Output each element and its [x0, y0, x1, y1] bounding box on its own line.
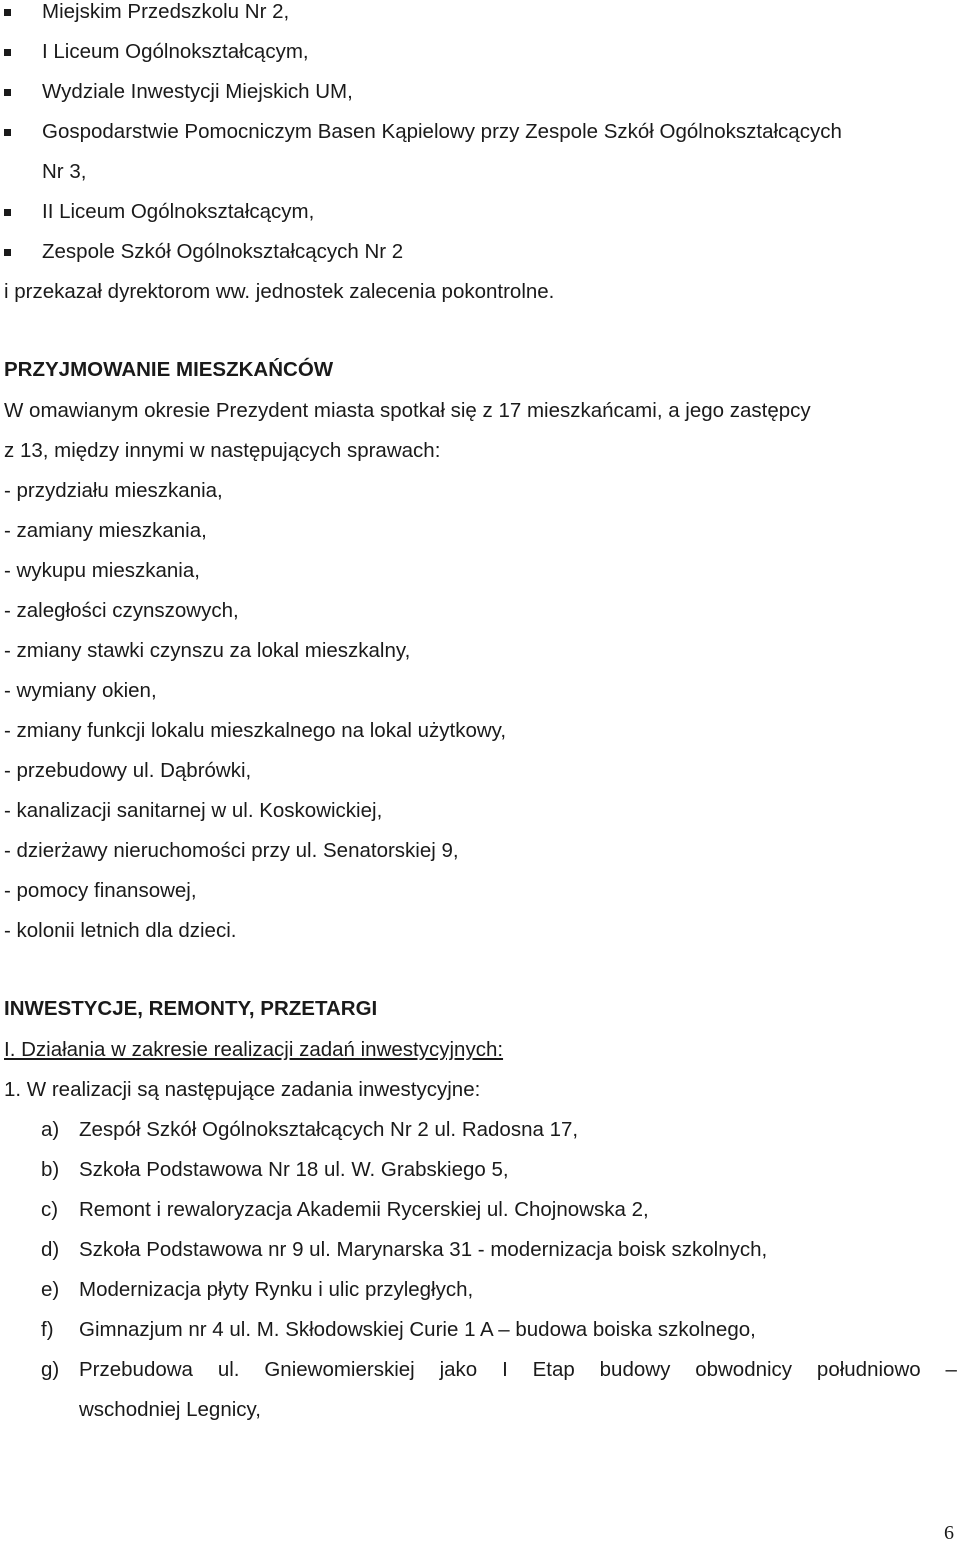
item-continuation: wschodniej Legnicy,: [79, 1398, 261, 1421]
word: Przebudowa: [79, 1358, 193, 1381]
item-text: Modernizacja płyty Rynku i ulic przyległych,: [79, 1278, 474, 1301]
square-bullet-icon: [4, 49, 11, 56]
list-item: - wymiany okien,: [4, 679, 157, 702]
list-item: - przebudowy ul. Dąbrówki,: [4, 759, 252, 782]
bullet-text: I Liceum Ogólnokształcącym,: [42, 40, 309, 63]
word: Gniewomierskiej: [264, 1358, 415, 1381]
list-item: - zmiany funkcji lokalu mieszkalnego na lokal użytkowy,: [4, 719, 507, 742]
list-item: - kanalizacji sanitarnej w ul. Koskowickiej,: [4, 799, 383, 822]
square-bullet-icon: [4, 129, 11, 136]
section-heading-inwestycje: INWESTYCJE, REMONTY, PRZETARGI: [4, 997, 378, 1020]
section-heading-przyjmowanie: PRZYJMOWANIE MIESZKAŃCÓW: [4, 358, 334, 381]
bullet-text: Gospodarstwie Pomocniczym Basen Kąpielowy przy Zespole Szkół Ogólnokształcących: [42, 120, 842, 143]
item-text: Szkoła Podstawowa Nr 18 ul. W. Grabskiego 5,: [79, 1158, 509, 1181]
list-item: - zamiany mieszkania,: [4, 519, 207, 542]
item-label: b): [41, 1158, 60, 1181]
square-bullet-icon: [4, 209, 11, 216]
section-subheading: I. Działania w zakresie realizacji zadań inwestycyjnych:: [4, 1038, 504, 1061]
list-item: - kolonii letnich dla dzieci.: [4, 919, 237, 942]
item-label: f): [41, 1318, 54, 1341]
item-text: Remont i rewaloryzacja Akademii Rycerskiej ul. Chojnowska 2,: [79, 1198, 649, 1221]
point-heading: 1. W realizacji są następujące zadania inwestycyjne:: [4, 1078, 481, 1101]
square-bullet-icon: [4, 89, 11, 96]
item-text: Gimnazjum nr 4 ul. M. Skłodowskiej Curie 1 A – budowa boiska szkolnego,: [79, 1318, 756, 1341]
bullet-text: Zespole Szkół Ogólnokształcących Nr 2: [42, 240, 404, 263]
list-item: - dzierżawy nieruchomości przy ul. Senatorskiej 9,: [4, 839, 459, 862]
square-bullet-icon: [4, 249, 11, 256]
bullet-text: Miejskim Przedszkolu Nr 2,: [42, 0, 290, 23]
page-number: 6: [944, 1522, 954, 1544]
list-item: - pomocy finansowej,: [4, 879, 197, 902]
word: Etap: [532, 1358, 575, 1381]
word: jako: [439, 1358, 478, 1381]
section-intro-line: z 13, między innymi w następujących sprawach:: [4, 439, 441, 462]
item-label: a): [41, 1118, 60, 1141]
word: obwodnicy: [695, 1358, 793, 1381]
word: budowy: [599, 1358, 671, 1381]
list-item: - zmiany stawki czynszu za lokal mieszkalny,: [4, 639, 411, 662]
word: ul.: [217, 1358, 240, 1381]
closing-line: i przekazał dyrektorom ww. jednostek zalecenia pokontrolne.: [4, 280, 555, 303]
word: I: [502, 1358, 508, 1381]
item-text: Szkoła Podstawowa nr 9 ul. Marynarska 31 - modernizacja boisk szkolnych,: [79, 1238, 768, 1261]
list-item: - przydziału mieszkania,: [4, 479, 223, 502]
justified-line: [79, 1358, 957, 1382]
item-text: Zespół Szkół Ogólnokształcących Nr 2 ul. Radosna 17,: [79, 1118, 579, 1141]
bullet-text: II Liceum Ogólnokształcącym,: [42, 200, 315, 223]
list-item: - zaległości czynszowych,: [4, 599, 239, 622]
word: –: [945, 1358, 957, 1381]
square-bullet-icon: [4, 9, 11, 16]
list-item: - wykupu mieszkania,: [4, 559, 200, 582]
item-label: d): [41, 1238, 60, 1261]
item-label: e): [41, 1278, 60, 1301]
bullet-text: Wydziale Inwestycji Miejskich UM,: [42, 80, 353, 103]
item-label: g): [41, 1358, 60, 1381]
item-label: c): [41, 1198, 59, 1221]
bullet-continuation: Nr 3,: [42, 160, 87, 183]
word: południowo: [816, 1358, 921, 1381]
section-intro-line: W omawianym okresie Prezydent miasta spotkał się z 17 mieszkańcami, a jego zastępcy: [4, 399, 811, 422]
